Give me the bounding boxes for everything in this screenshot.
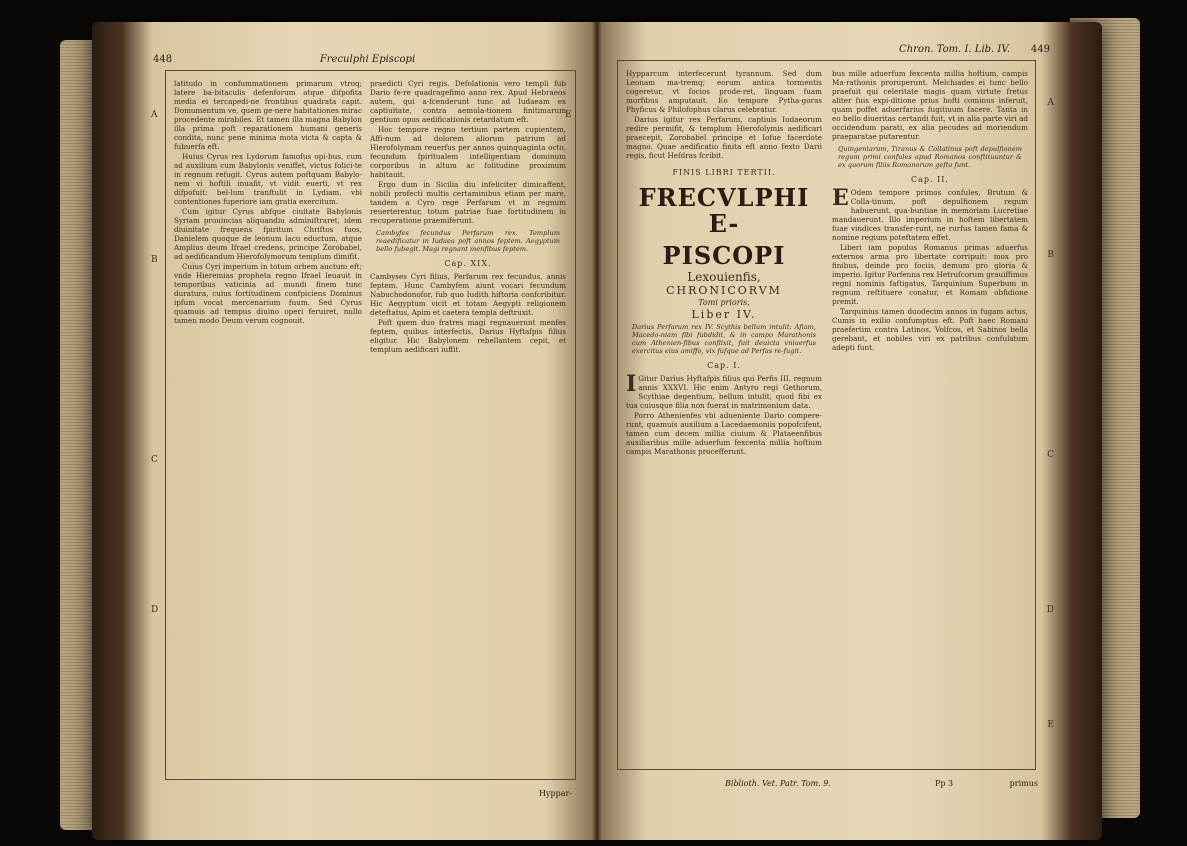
paragraph: Porro Athenienfes vbi adueniente Dario compere-runt, quamuis auxilium a Lacedaemoniis popofcifent, tamen cum decem millia ciuium & Plataeenfibus auxiliaribus mille aduerfum fexcenta millia hoftium campis Marathonis procefferunt.	[626, 411, 822, 456]
paragraph: latitudo in confummationem primarum vtroq; latere ba-bitaculis defenforum atque difpofita media ei tercapedi-ne frontibus quadrata capit. Domumentum ve, quem ge-nere habitationes mirac procedente mirabiles. Et tamen illa magna Babylon illa prima poft reparationem humani generis condita, nunc pene minima mota victa & capta & fubuerfa eft.	[174, 79, 362, 151]
margin-letter-e: E	[565, 110, 572, 120]
margin-letter-c: C	[1047, 450, 1054, 460]
right-column-1	[626, 69, 822, 761]
right-text-frame	[617, 60, 1036, 770]
left-running-title: Freculphi Episcopi	[319, 54, 416, 65]
paragraph: Hypparcum interfecerunt tyrannum. Sed dum Leonam ma-tremq; eorum antica tormentis cogeretur, vt focios prode-ret, linguam fuam morfibus amputauit. Eo tempore Pytha-goras Phyficus & Philofophus clarus celebratur.	[626, 69, 822, 114]
paragraph	[832, 185, 1028, 242]
left-page-number: 448	[153, 54, 173, 65]
paragraph: Cuius Cyri imperium in totum orbem auctum eft; vnde Hieremias propheta regno Ifrael leuauit in temporibus vaticinia ad mundi finem tunc duratura, cuius fortitudinem confpiciens Dominus ipfum vocat mercenarium fuum. Sed Cyrus quamuis ad tempus diuino operi feruiret, nullo tamen modo Deum verum cognouit.	[174, 262, 362, 325]
right-column-2	[832, 69, 1028, 761]
signature-mark: Pp 3	[935, 779, 954, 788]
margin-letter-d: D	[1046, 605, 1054, 615]
paragraph: Huius Cyrus rex Lydorum famofus opi-bus, cum ad auxilium cum Babylonis veniffet, victus folici-te in regnum refugit. Cyrus autem poftquam Babylo-nem vi hoftili inuafit, vt vidit euerti, vt rex difpofuit: bel-lum tranftulit in Lydiam, vbi contentiones fuperiore iam gratia exercitum.	[174, 152, 362, 206]
book-title-line-4: CHRONICORVM	[666, 284, 782, 297]
book-title-line-2: PISCOPI	[662, 241, 786, 270]
margin-letter-b: B	[1047, 250, 1054, 260]
paragraph: Ergo dum in Sicilia diu infeliciter dimicaffent, nobili profecti multis certaminibus etiam per mare, tandem a Cyro rege Perfarum vt in regnum reuerterentur, totum patriae fuae fortitudinem in recuperatione praemiferunt.	[370, 180, 566, 225]
margin-letter-d: D	[151, 605, 159, 615]
book-title-line-6: Liber IV.	[691, 308, 757, 321]
paragraph-text: Odem tempore primos confules, Brutum & Colla-tinum, poft depulfionem regum habuerunt, qua-buntiae in memoriam Lucretiae mandauerunt. Illo imperium in hoftem libertatem fuae vindices transfer-runt, ne rurfus tamen fama & nomine regium poteftatem effet.	[832, 188, 1028, 242]
paragraph: Darius igitur rex Perfarum, captiuis Iudaeorum redire permifit, & templum Hierofolymis aedificari praecepit, Zorobabel principe et Iofue facerdote magno. Quae aedificatio finita eft anno fexto Darii regis, ficut Hefdras fcribit.	[626, 115, 822, 160]
right-page	[605, 30, 1060, 800]
paragraph: Cambyses Cyri filius, Perfarum rex fecundus, annis feptem. Hunc Cambyfem aiunt vocari fecundum Nabuchodonofor, fub quo Iudith hiftoria confcribitur. Hic Aegyptum vicit et totam Aegypti religionem deteftatus, Apim et caetera templa deftruxit.	[370, 272, 566, 317]
chapter-summary-note: Cambyfes fecundus Perfarum rex. Templum reaedificatur in Iudaea poft annos feptem. Aegyptum bello fubegit. Magi regnant menfibus feptem.	[376, 229, 560, 253]
paragraph: Tarquinius tamen duodecim annos in fugam actus, Cumis in exilio confumptus eft. Poft haec Romani praefertim contra Latinos, Volfcos, et Sabinos bella gerebant, et nobiles viri ex patribus confulatum adepti funt.	[832, 307, 1028, 352]
right-page-number: 449	[1030, 44, 1050, 55]
paragraph	[626, 371, 822, 410]
paragraph: Liberi iam populus Romanus primas aduerfus externos arma pro libertate corripuit: mox pro finibus, deinde pro fociis, demum pro gloria & imperio. Igitur Porfenna rex Hetrufcorum grauiffimus regni nominis faftigatus, Tarquinium Superbum in regnum reftituere conatur, et Romam obfidione premit.	[832, 243, 1028, 306]
left-column-1	[174, 79, 362, 771]
left-text-frame	[165, 70, 576, 780]
book-title-line-3: Lexouienfis,	[687, 270, 761, 284]
margin-letter-b: B	[151, 255, 158, 265]
left-column-2	[370, 79, 566, 771]
paragraph: Cum igitur Cyrus abfque ciuitate Babylonis Syriam prouincias aliquandiu adminiftraret, idem diuinitate frequens fpiritum Chriftos fuos, Danielem quoque de leonum lacu eductum, atque Amplius deum Ifrael credens, principe Zorobabel, ad aedificandum Hierofolymorum templum dimifit.	[174, 207, 362, 261]
margin-letter-a: A	[151, 110, 158, 120]
right-running-title: Chron. Tom. I. Lib. IV.	[899, 44, 1010, 55]
right-catchword: primus	[1009, 779, 1038, 788]
chapter-heading: Cap. I.	[707, 361, 741, 370]
paragraph: Hoc tempore regno tertium partem cupientem, Affi-num ad dolorem aliorum patrium ad Hierofolymam reuerfus per annos quinquaginta octo, fecundum fpiritualem intelligentiam dominum corporibus in altum ac folitudine proximum habitauit.	[370, 125, 566, 179]
finis-libri: FINIS LIBRI TERTII.	[672, 168, 776, 177]
chapter-heading: Cap. II.	[911, 175, 949, 184]
drop-cap-e: E	[832, 185, 849, 211]
left-page	[145, 40, 590, 810]
book-summary: Darius Perfarum rex IV. Scythis bellum intulit: Afiam, Macedo-niam fibi fubdidit, & in campo Marathonis cum Athenien-fibus conflixit, fuit deuicta vniuerfus exercitus eius amiffo, vix fufque ad Perfas re-fugit.	[632, 323, 816, 355]
drop-cap-i: I	[626, 371, 637, 397]
book-title-line-5: Tomi prioris,	[698, 298, 750, 307]
chapter-heading: Cap. XIX.	[444, 259, 492, 268]
book-title-line-1: FRECVLPHI E-	[638, 183, 810, 238]
paragraph: praedicti Cyri regis. Defolationis vero templi fub Dario fe-re quadragefimo anno rex. Apud Hebraeos autem, qui a-fcenderunt tunc ad Iudaeam ex captiuitate, contra aemula-tionem finitimarum gentium opus aedificationis retardatum eft.	[370, 79, 566, 124]
paragraph-text: Gitur Darius Hyftafpis filius qui Perfis III. regnum annis XXXVI. Hic enim Antyro regi Gethorum, Scythiae degentium, bellum intulit, quod fibi ex tua cuiusque filia non fuerat in matrimonium data.	[626, 374, 822, 410]
margin-letter-a: A	[1047, 98, 1054, 108]
margin-letter-e: E	[1047, 720, 1054, 730]
footer-library-note: Biblioth. Vet. Patr. Tom. 9.	[725, 779, 831, 788]
paragraph: Poft quem duo fratres magi regnauerunt menfes feptem, quibus interfectis, Darius Hyftafpis filius eligitur. Hic Babylonem rebellantem cepit, et templum aedificari iuffit.	[370, 318, 566, 354]
chapter-summary-note: Quingentarum, Tiranus & Collatinus poft depulfionem regum primi confules apud Romanos conftituuntur & ex quorum filiis Romanorum gefta funt.	[838, 145, 1022, 169]
left-catchword: Hyppar-	[538, 789, 572, 798]
margin-letter-c: C	[151, 455, 158, 465]
paragraph: bus mille aduerfum fexcenta millia hoftium, campis Ma-rathonis proruperunt. Melchiades ei tunc bello praefuit qui celeritate magis quam virtute fretus aliter fuis expi-ditione prius hofti cominus inferuit, quam poffet aduerfarius fugitiuum facere. Tanta in eo bello diueritas certandi fuit, vt in alia parte viri ad occidendum parati, ex alia pecudes ad moriendum praeparatae putarentur.	[832, 69, 1028, 141]
